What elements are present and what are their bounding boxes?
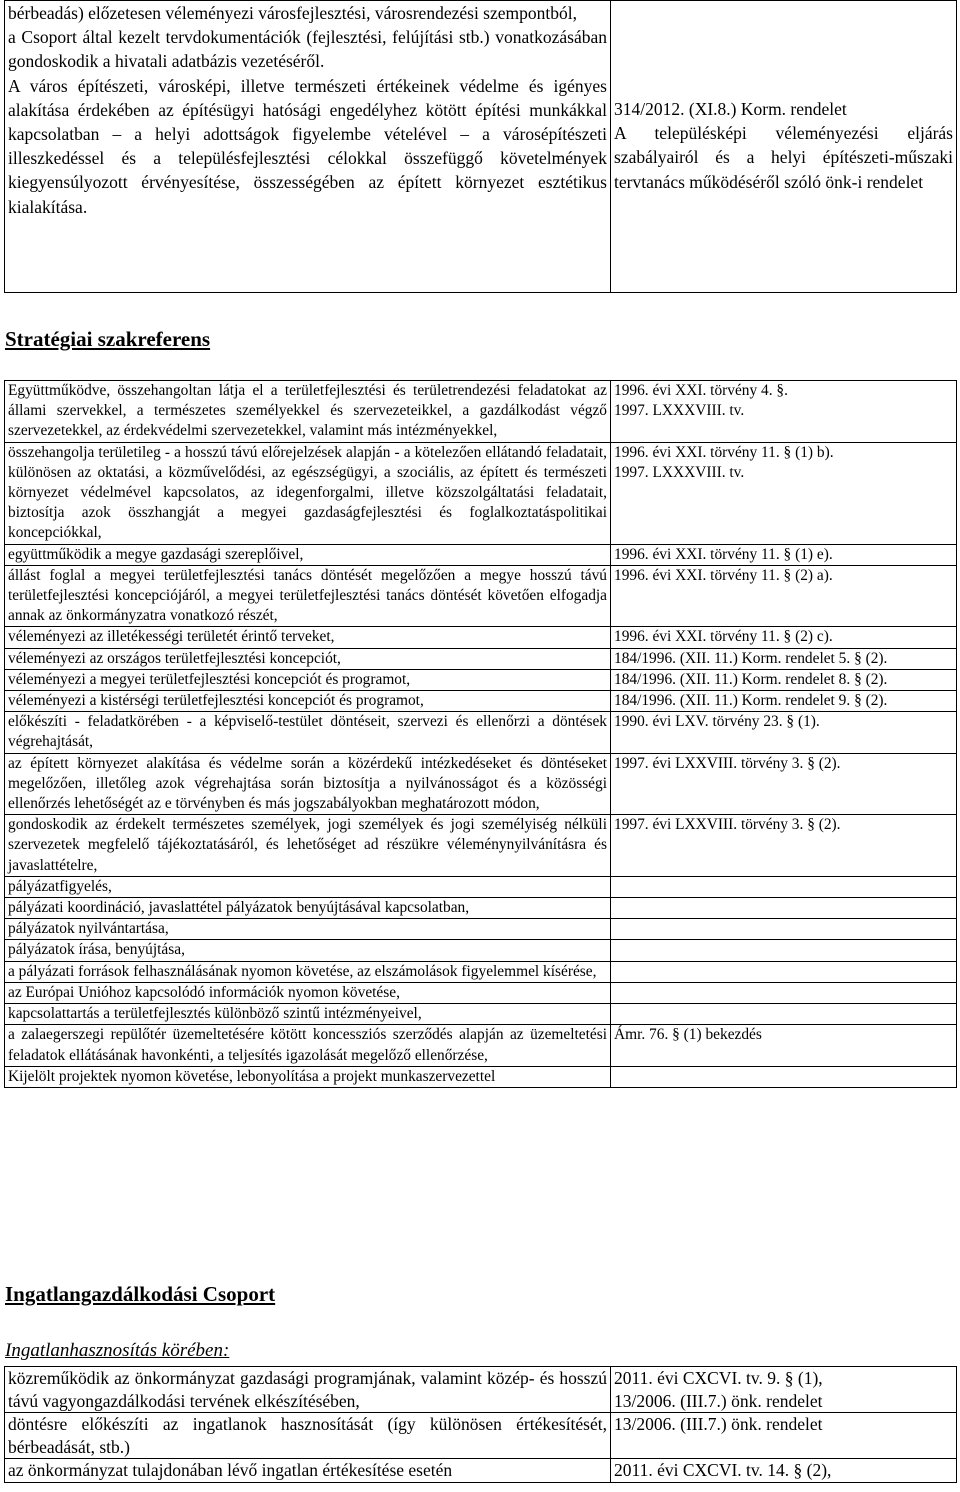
- table-row: [5, 919, 957, 940]
- duty-cell: döntésre előkészíti az ingatlanok hasznosítását (így különösen értékesítését, bérbeadását, stb.): [5, 1413, 611, 1459]
- table-row: [5, 898, 957, 919]
- legal-reference-cell: 1996. évi XXI. törvény 11. § (2) a).: [611, 565, 957, 627]
- duty-cell: összehangolja területileg - a hosszú távú előrejelzések alapján - a kötelezően ellátandó feladatait, különösen az oktatási, a közművelődési, az egészségügyi, a szociális, az épített és természeti környezet védelmével kapcsolatos, az idegenforgalmi, illetve közszolgáltatási feladatait, biztosítja azok összhangját a megyei gazdaságfejlesztési és foglalkoztatáspolitikai koncepciókkal,: [5, 442, 611, 544]
- duty-cell: pályázatok nyilvántartása,: [5, 919, 611, 940]
- legal-reference-cell: Ámr. 76. § (1) bekezdés: [611, 1025, 957, 1066]
- top-right-cell: [611, 1, 957, 293]
- duty-cell: az önkormányzat tulajdonában lévő ingatlan értékesítése esetén: [5, 1459, 611, 1483]
- table-row: [5, 815, 957, 877]
- table-row: [5, 940, 957, 961]
- duty-cell: együttműködik a megye gazdasági szereplőivel,: [5, 544, 611, 565]
- legal-reference-cell: [611, 919, 957, 940]
- duty-cell: Együttműködve, összehangoltan látja el a területfejlesztési és területrendezési feladatokat az állami szervekkel, a természetes személyekkel és szervezeteikkel, a gazdálkodást végző szervezetekkel, az érdekvédelmi szervezetekkel, valamint más intézményekkel,: [5, 381, 611, 443]
- duty-cell: a pályázati források felhasználásának nyomon követése, az elszámolások figyelemmel kísérése,: [5, 961, 611, 982]
- duty-cell: véleményezi a megyei területfejlesztési koncepciót és programot,: [5, 669, 611, 690]
- table-row: [5, 544, 957, 565]
- legal-reference: 314/2012. (XI.8.) Korm. rendelet: [614, 99, 847, 119]
- duty-cell: Kijelölt projektek nyomon követése, lebonyolítása a projekt munkaszervezettel: [5, 1066, 611, 1087]
- legal-reference-cell: 184/1996. (XII. 11.) Korm. rendelet 5. § (2).: [611, 648, 957, 669]
- legal-reference-cell: [611, 1066, 957, 1087]
- table-row: [5, 627, 957, 648]
- section-heading: Ingatlangazdálkodási Csoport: [5, 1282, 276, 1306]
- duty-cell: pályázatfigyelés,: [5, 876, 611, 897]
- table-row: [5, 1, 957, 293]
- property-table: [4, 1366, 957, 1483]
- legal-reference-cell: [611, 940, 957, 961]
- duty-cell: véleményezi a kistérségi területfejlesztési koncepciót és programot,: [5, 691, 611, 712]
- legal-reference-cell: [611, 876, 957, 897]
- duty-cell: gondoskodik az érdekelt természetes személyek, jogi személyek és jogi személyiség nélküli szervezetek megfelelő tájékoztatásáról, és lehetőséget ad részükre véleménynyilvánításra és javaslattételre,: [5, 815, 611, 877]
- duty-cell: az Európai Unióhoz kapcsolódó információk nyomon követése,: [5, 982, 611, 1003]
- table-row: [5, 648, 957, 669]
- legal-reference-cell: 13/2006. (III.7.) önk. rendelet: [611, 1413, 957, 1459]
- section-subheading: Ingatlanhasznosítás körében:: [5, 1340, 230, 1361]
- duties-table: [4, 380, 957, 1088]
- legal-reference-cell: 1996. évi XXI. törvény 11. § (2) c).: [611, 627, 957, 648]
- legal-reference-cell: 1990. évi LXV. törvény 23. § (1).: [611, 712, 957, 753]
- table-row: [5, 669, 957, 690]
- table-row: [5, 876, 957, 897]
- duty-cell: kapcsolattartás a területfejlesztés különböző szintű intézményeivel,: [5, 1004, 611, 1025]
- duty-cell: pályázatok írása, benyújtása,: [5, 940, 611, 961]
- top-left-cell: [5, 1, 611, 293]
- legal-reference-cell: [611, 961, 957, 982]
- legal-reference-cell: 1996. évi XXI. törvény 4. §. 1997. LXXXVIII. tv.: [611, 381, 957, 443]
- table-row: [5, 1004, 957, 1025]
- duty-cell: véleményezi az országos területfejlesztési koncepciót,: [5, 648, 611, 669]
- legal-reference-cell: 1996. évi XXI. törvény 11. § (1) b). 1997. LXXXVIII. tv.: [611, 442, 957, 544]
- table-row: [5, 1025, 957, 1066]
- duty-cell: pályázati koordináció, javaslattétel pályázatok benyújtásával kapcsolatban,: [5, 898, 611, 919]
- table-row: [5, 691, 957, 712]
- table-row: [5, 753, 957, 815]
- section-heading: Stratégiai szakreferens: [5, 327, 211, 351]
- legal-reference-cell: [611, 982, 957, 1003]
- duty-cell: véleményezi az illetékességi területét érintő terveket,: [5, 627, 611, 648]
- table-row: [5, 442, 957, 544]
- table-row: [5, 1413, 957, 1459]
- duty-cell: előkészíti - feladatkörében - a képviselő-testület döntéseit, szervezi és ellenőrzi a döntések végrehajtását,: [5, 712, 611, 753]
- top-table-wrapper: [4, 0, 956, 293]
- legal-reference-cell: 1997. évi LXXVIII. törvény 3. § (2).: [611, 815, 957, 877]
- table-row: [5, 1367, 957, 1413]
- section1-table-wrapper: [4, 380, 956, 1088]
- table-row: [5, 1459, 957, 1483]
- table-row: [5, 565, 957, 627]
- legal-reference: A településképi véleményezési eljárás szabályairól és a helyi építészeti-műszaki tervtanács működéséről szóló önk-i rendelet: [614, 123, 953, 192]
- section2-table-wrapper: [4, 1366, 956, 1483]
- legal-reference-cell: 184/1996. (XII. 11.) Korm. rendelet 8. § (2).: [611, 669, 957, 690]
- top-table: [4, 0, 957, 293]
- legal-reference-cell: 2011. évi CXCVI. tv. 14. § (2),: [611, 1459, 957, 1483]
- text-paragraph: A város építészeti, városképi, illetve természeti értékeinek védelme és igényes alakítása érdekében az építésügyi hatósági engedélyhez kötött építési munkákkal kapcsolatban – a helyi adottságok figyelembe vételével – a városépítészeti illeszkedéssel és a településfejlesztési célokkal összefüggő követelmények kiegyensúlyozott érvényesítése, összességében az épített környezet esztétikus kialakítása.: [8, 75, 607, 217]
- duty-cell: az épített környezet alakítása és védelme során a közérdekű intézkedéseket és döntéseket megelőzően, illetőleg azok végrehajtása során biztosítja a nyilvánosságot és a közösségi ellenőrzés lehetőségét az e törvényben és más jogszabályokban meghatározott módon,: [5, 753, 611, 815]
- table-row: [5, 982, 957, 1003]
- legal-reference-cell: [611, 1004, 957, 1025]
- duty-cell: a zalaegerszegi repülőtér üzemeltetésére kötött koncessziós szerződés alapján az üzemeltetési feladatok ellátásának havonkénti, a teljesítés igazolását megelőző ellenőrzése,: [5, 1025, 611, 1066]
- table-row: [5, 381, 957, 443]
- duty-cell: közreműködik az önkormányzat gazdasági programjának, valamint közép- és hosszú távú vagyongazdálkodási tervének elkészítésében,: [5, 1367, 611, 1413]
- table-row: [5, 1066, 957, 1087]
- text-paragraph: a Csoport által kezelt tervdokumentációk (fejlesztési, felújítási stb.) vonatkozásában gondoskodik a hivatali adatbázis vezetéséről.: [8, 27, 607, 72]
- duty-cell: állást foglal a megyei területfejlesztési tanács döntését megelőzően a megye hosszú távú területfejlesztési koncepciójáról, a megyei területfejlesztési tanács döntését követően elfogadja annak az önkormányzatra vonatkozó részét,: [5, 565, 611, 627]
- legal-reference-cell: 2011. évi CXCVI. tv. 9. § (1), 13/2006. (III.7.) önk. rendelet: [611, 1367, 957, 1413]
- legal-reference-cell: 1997. évi LXXVIII. törvény 3. § (2).: [611, 753, 957, 815]
- legal-reference-cell: [611, 898, 957, 919]
- table-row: [5, 712, 957, 753]
- legal-reference-cell: 1996. évi XXI. törvény 11. § (1) e).: [611, 544, 957, 565]
- text-paragraph: bérbeadás) előzetesen véleményezi városfejlesztési, városrendezési szempontból,: [8, 3, 577, 23]
- table-row: [5, 961, 957, 982]
- legal-reference-cell: 184/1996. (XII. 11.) Korm. rendelet 9. § (2).: [611, 691, 957, 712]
